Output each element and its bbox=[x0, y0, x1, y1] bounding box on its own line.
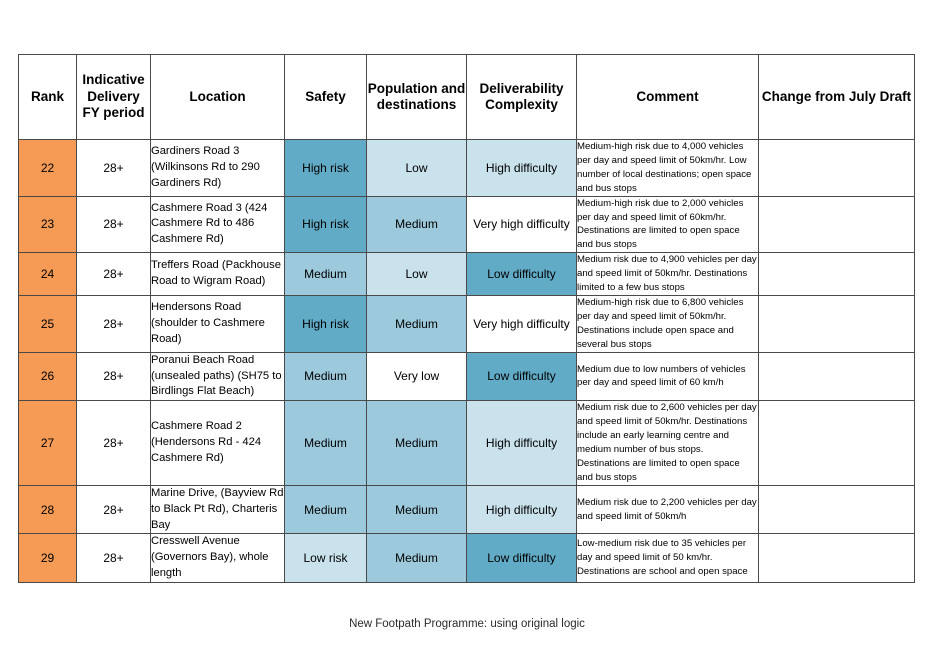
cell-deliverability-rating: Low difficulty bbox=[467, 534, 577, 583]
cell-safety-rating: Medium bbox=[285, 401, 367, 485]
cell-population-rating: Medium bbox=[367, 485, 467, 534]
cell-comment: Medium-high risk due to 4,000 vehicles per day and speed limit of 50km/hr. Low number of local destinations; open space and bus stops bbox=[577, 140, 759, 197]
cell-rank: 24 bbox=[19, 253, 77, 296]
cell-rank: 29 bbox=[19, 534, 77, 583]
cell-population-rating: Medium bbox=[367, 534, 467, 583]
cell-deliverability-rating: High difficulty bbox=[467, 401, 577, 485]
cell-population-rating: Medium bbox=[367, 401, 467, 485]
figure-caption: New Footpath Programme: using original logic bbox=[349, 618, 585, 630]
column-header-location: Location bbox=[151, 55, 285, 140]
cell-comment: Medium risk due to 2,200 vehicles per day and speed limit of 50km/h bbox=[577, 485, 759, 534]
cell-deliverability-rating: Very high difficulty bbox=[467, 196, 577, 253]
table-row bbox=[19, 534, 915, 583]
cell-change-from-july-draft bbox=[759, 196, 915, 253]
cell-population-rating: Low bbox=[367, 140, 467, 197]
column-header-deliverability-complexity: Deliverability Complexity bbox=[467, 55, 577, 140]
cell-safety-rating: High risk bbox=[285, 196, 367, 253]
cell-delivery-fy-period: 28+ bbox=[77, 401, 151, 485]
cell-change-from-july-draft bbox=[759, 485, 915, 534]
column-header-safety: Safety bbox=[285, 55, 367, 140]
cell-location: Hendersons Road (shoulder to Cashmere Road) bbox=[151, 295, 285, 352]
cell-location: Treffers Road (Packhouse Road to Wigram Road) bbox=[151, 253, 285, 296]
cell-population-rating: Low bbox=[367, 253, 467, 296]
cell-comment: Medium-high risk due to 2,000 vehicles per day and speed limit of 60km/hr. Destinations are limited to open space and bus stops bbox=[577, 196, 759, 253]
table-header-row bbox=[19, 55, 915, 140]
cell-population-rating: Medium bbox=[367, 295, 467, 352]
table-row bbox=[19, 196, 915, 253]
cell-safety-rating: Low risk bbox=[285, 534, 367, 583]
cell-rank: 23 bbox=[19, 196, 77, 253]
table-row bbox=[19, 253, 915, 296]
cell-location: Gardiners Road 3 (Wilkinsons Rd to 290 Gardiners Rd) bbox=[151, 140, 285, 197]
cell-location: Poranui Beach Road (unsealed paths) (SH75 to Birdlings Flat Beach) bbox=[151, 352, 285, 401]
cell-delivery-fy-period: 28+ bbox=[77, 253, 151, 296]
cell-safety-rating: Medium bbox=[285, 485, 367, 534]
cell-deliverability-rating: High difficulty bbox=[467, 485, 577, 534]
cell-deliverability-rating: Low difficulty bbox=[467, 352, 577, 401]
column-header-comment: Comment bbox=[577, 55, 759, 140]
cell-population-rating: Very low bbox=[367, 352, 467, 401]
cell-delivery-fy-period: 28+ bbox=[77, 352, 151, 401]
cell-change-from-july-draft bbox=[759, 401, 915, 485]
cell-comment: Medium risk due to 2,600 vehicles per day and speed limit of 50km/hr. Destinations include an early learning centre and medium number of bus stops. Destinations are limited to open space and bus stops bbox=[577, 401, 759, 485]
column-header-indicative-delivery-fy-period: Indicative Delivery FY period bbox=[77, 55, 151, 140]
cell-delivery-fy-period: 28+ bbox=[77, 295, 151, 352]
table-row bbox=[19, 401, 915, 485]
cell-comment: Medium-high risk due to 6,800 vehicles per day and speed limit of 50km/hr. Destinations include open space and several bus stops bbox=[577, 295, 759, 352]
column-header-population-and-destinations: Population and destinations bbox=[367, 55, 467, 140]
table-row bbox=[19, 295, 915, 352]
table-row bbox=[19, 352, 915, 401]
cell-rank: 27 bbox=[19, 401, 77, 485]
cell-comment: Medium risk due to 4,900 vehicles per day and speed limit of 50km/hr. Destinations limited to a few bus stops bbox=[577, 253, 759, 296]
cell-delivery-fy-period: 28+ bbox=[77, 196, 151, 253]
cell-change-from-july-draft bbox=[759, 253, 915, 296]
table-header bbox=[19, 55, 915, 140]
cell-delivery-fy-period: 28+ bbox=[77, 485, 151, 534]
cell-location: Cashmere Road 2 (Hendersons Rd - 424 Cashmere Rd) bbox=[151, 401, 285, 485]
cell-safety-rating: Medium bbox=[285, 352, 367, 401]
cell-change-from-july-draft bbox=[759, 534, 915, 583]
cell-deliverability-rating: Very high difficulty bbox=[467, 295, 577, 352]
cell-delivery-fy-period: 28+ bbox=[77, 534, 151, 583]
cell-rank: 25 bbox=[19, 295, 77, 352]
cell-comment: Low-medium risk due to 35 vehicles per day and speed limit of 50 km/hr. Destinations are school and open space bbox=[577, 534, 759, 583]
cell-safety-rating: High risk bbox=[285, 140, 367, 197]
cell-rank: 22 bbox=[19, 140, 77, 197]
table-body bbox=[19, 140, 915, 583]
table-row bbox=[19, 140, 915, 197]
cell-rank: 28 bbox=[19, 485, 77, 534]
cell-change-from-july-draft bbox=[759, 352, 915, 401]
footpath-programme-table-wrapper bbox=[18, 54, 914, 583]
cell-deliverability-rating: High difficulty bbox=[467, 140, 577, 197]
cell-change-from-july-draft bbox=[759, 295, 915, 352]
cell-location: Cashmere Road 3 (424 Cashmere Rd to 486 Cashmere Rd) bbox=[151, 196, 285, 253]
cell-location: Cresswell Avenue (Governors Bay), whole length bbox=[151, 534, 285, 583]
cell-population-rating: Medium bbox=[367, 196, 467, 253]
table-row bbox=[19, 485, 915, 534]
footpath-programme-table bbox=[18, 54, 915, 583]
cell-change-from-july-draft bbox=[759, 140, 915, 197]
cell-rank: 26 bbox=[19, 352, 77, 401]
cell-safety-rating: High risk bbox=[285, 295, 367, 352]
cell-comment: Medium due to low numbers of vehicles per day and speed limit of 60 km/h bbox=[577, 352, 759, 401]
cell-delivery-fy-period: 28+ bbox=[77, 140, 151, 197]
column-header-rank: Rank bbox=[19, 55, 77, 140]
column-header-change-from-july-draft: Change from July Draft bbox=[759, 55, 915, 140]
cell-deliverability-rating: Low difficulty bbox=[467, 253, 577, 296]
cell-safety-rating: Medium bbox=[285, 253, 367, 296]
cell-location: Marine Drive, (Bayview Rd to Black Pt Rd), Charteris Bay bbox=[151, 485, 285, 534]
